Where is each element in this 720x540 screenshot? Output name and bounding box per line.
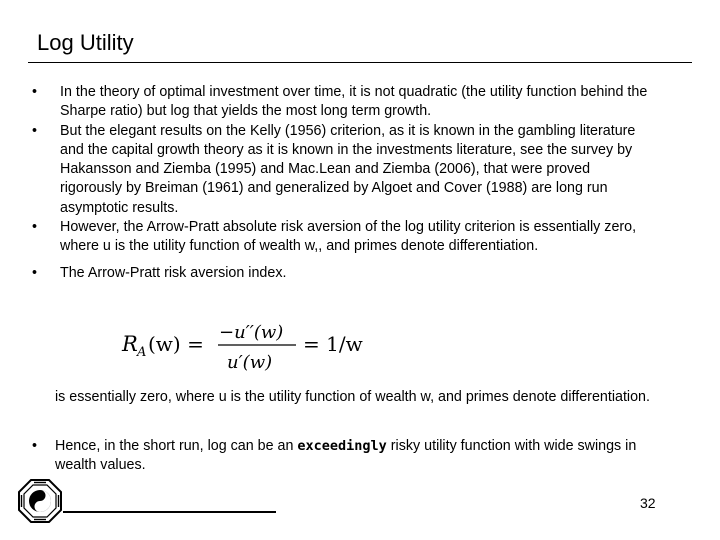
formula-lhs-argument: (w) = <box>148 332 204 356</box>
bullet-text <box>32 437 672 476</box>
emphasized-word: exceedingly <box>297 438 387 454</box>
bullet-item <box>32 218 652 257</box>
formula-lhs-subscript: A <box>137 345 147 360</box>
bullet-marker: • <box>32 219 38 236</box>
formula-lhs: R <box>122 332 138 356</box>
bullet-text: However, the Arrow-Pratt absolute risk aversion of the log utility criterion is essentially zero, where u is the utility function of wealth w,, and primes denote differentiation. <box>60 219 637 255</box>
bullet-marker: • <box>32 122 38 139</box>
bullet-text-end: risky utility function with wide swings in wealth values. <box>55 438 637 474</box>
bullet-text: In the theory of optimal investment over time, it is not quadratic (the utility function behind the Sharpe ratio) but log that yields the most long term growth. <box>60 84 648 120</box>
bullet-marker: • <box>32 84 38 100</box>
bullet-item <box>32 437 672 476</box>
bullet-text-start: Hence, in the short run, log can be an <box>55 438 298 454</box>
bullet-list <box>32 83 652 283</box>
bullet-marker: • <box>32 438 38 454</box>
bullet-marker: • <box>32 264 38 281</box>
formula-numerator: −u′′(w) <box>219 322 284 343</box>
footer-divider <box>63 511 276 513</box>
formula-rhs: = 1/w <box>303 332 363 356</box>
risk-aversion-formula <box>120 311 380 381</box>
bullet-text: But the elegant results on the Kelly (1956) criterion, as it is known in the gambling literature and the capital growth theory as it is known in the investments literature, see the survey by Hakansson and Ziemba (1995) and Mac.Lean and Ziemba (2006), that were proved rigorously by Breiman (1961) and generalized by Algoet and Cover (1988) are long run asymptotic results. <box>60 122 636 216</box>
bullet-item <box>32 83 652 122</box>
bullet-item <box>32 122 652 218</box>
bullet-item <box>32 264 652 283</box>
formula-denominator: u′(w) <box>227 352 273 373</box>
page-number: 32 <box>640 495 656 511</box>
title-divider <box>28 62 692 63</box>
continuation-text: is essentially zero, where u is the utility function of wealth w, and primes denote differentiation. <box>55 389 650 405</box>
slide-title: Log Utility <box>37 30 134 55</box>
institution-logo-icon <box>17 478 63 524</box>
bullet-text: The Arrow-Pratt risk aversion index. <box>60 264 287 281</box>
